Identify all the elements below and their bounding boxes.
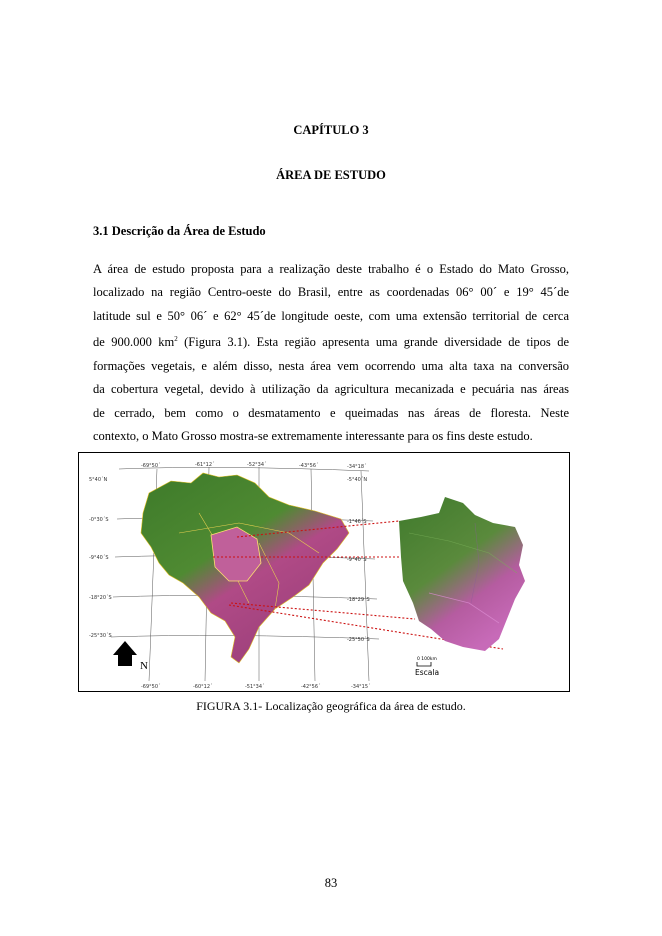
scale-label: Escala xyxy=(415,668,440,677)
paragraph-line: de cerrado, bem como o desmatamento e queimadas nas áreas de floresta. Neste xyxy=(93,405,569,420)
section-heading: 3.1 Descrição da Área de Estudo xyxy=(93,224,266,238)
tick-label: -25°30´S xyxy=(89,633,112,639)
figure-frame xyxy=(78,452,570,692)
paragraph-text: (Figura 3.1). Esta região apresenta uma grande diversidade de tipos de xyxy=(177,335,569,350)
tick-label: -1°46´S xyxy=(347,519,367,525)
tick-label: -51°34´ xyxy=(245,684,265,690)
tick-label: -69°50´ xyxy=(141,684,161,690)
location-map xyxy=(79,453,569,691)
north-label: N xyxy=(140,660,148,672)
north-arrow xyxy=(113,641,148,672)
chapter-label: CAPÍTULO 3 xyxy=(293,123,369,137)
tick-label: -34°18´ xyxy=(347,464,367,470)
tick-label: -69°50´ xyxy=(141,463,161,469)
scale-bar xyxy=(415,656,439,677)
tick-label: -43°56´ xyxy=(299,463,319,469)
superscript: 2 xyxy=(174,335,178,344)
tick-label: -18°20´S xyxy=(89,595,112,601)
chapter-title: ÁREA DE ESTUDO xyxy=(276,168,386,182)
paragraph-line: formações vegetais, e além disso, nesta área vem ocorrendo uma alta taxa na conversão xyxy=(93,358,569,373)
tick-label: -0°30´S xyxy=(89,517,109,523)
tick-label: -18°29´S xyxy=(347,597,370,603)
paragraph-line: contexto, o Mato Grosso mostra-se extremamente interessante para os fins deste estudo. xyxy=(93,429,533,443)
paragraph-line xyxy=(93,328,569,355)
tick-label: -25°50´S xyxy=(347,637,370,643)
paragraph-line: da cobertura vegetal, devido à utilização da agricultura mecanizada e pecuária nas áreas xyxy=(93,382,569,397)
tick-label: -34°15´ xyxy=(351,684,371,690)
tick-label: -61°12´ xyxy=(195,462,215,468)
tick-label: -5°40´N xyxy=(347,477,368,483)
page-number: 83 xyxy=(324,876,338,890)
paragraph-line: latitude sul e 50° 06´ e 62° 45´de longitude oeste, com uma extensão territorial de cerca xyxy=(93,308,569,323)
tick-label: -52°34´ xyxy=(247,462,267,468)
left-tick-labels xyxy=(89,477,112,639)
tick-label: -9°40´S xyxy=(89,555,109,561)
right-tick-labels xyxy=(347,477,370,643)
top-tick-labels xyxy=(141,462,367,470)
body-paragraph xyxy=(93,258,569,448)
tick-label: 5°40´N xyxy=(89,477,108,483)
paragraph-line: localizado na região Centro-oeste do Brasil, entre as coordenadas 06° 00´ e 19° 45´de xyxy=(93,285,569,300)
paragraph-line: A área de estudo proposta para a realização deste trabalho é o Estado do Mato Grosso, xyxy=(93,262,569,276)
bottom-tick-labels xyxy=(141,684,371,690)
scale-value: 0 100km xyxy=(417,657,437,662)
brazil-map xyxy=(141,473,349,663)
tick-label: -42°56´ xyxy=(301,684,321,690)
figure-caption: FIGURA 3.1- Localização geográfica da área de estudo. xyxy=(196,699,466,713)
tick-label: -60°12´ xyxy=(193,684,213,690)
mato-grosso-map xyxy=(399,497,525,651)
tick-label: -9°40´S xyxy=(347,557,367,563)
area-value: de 900.000 km xyxy=(93,335,175,350)
